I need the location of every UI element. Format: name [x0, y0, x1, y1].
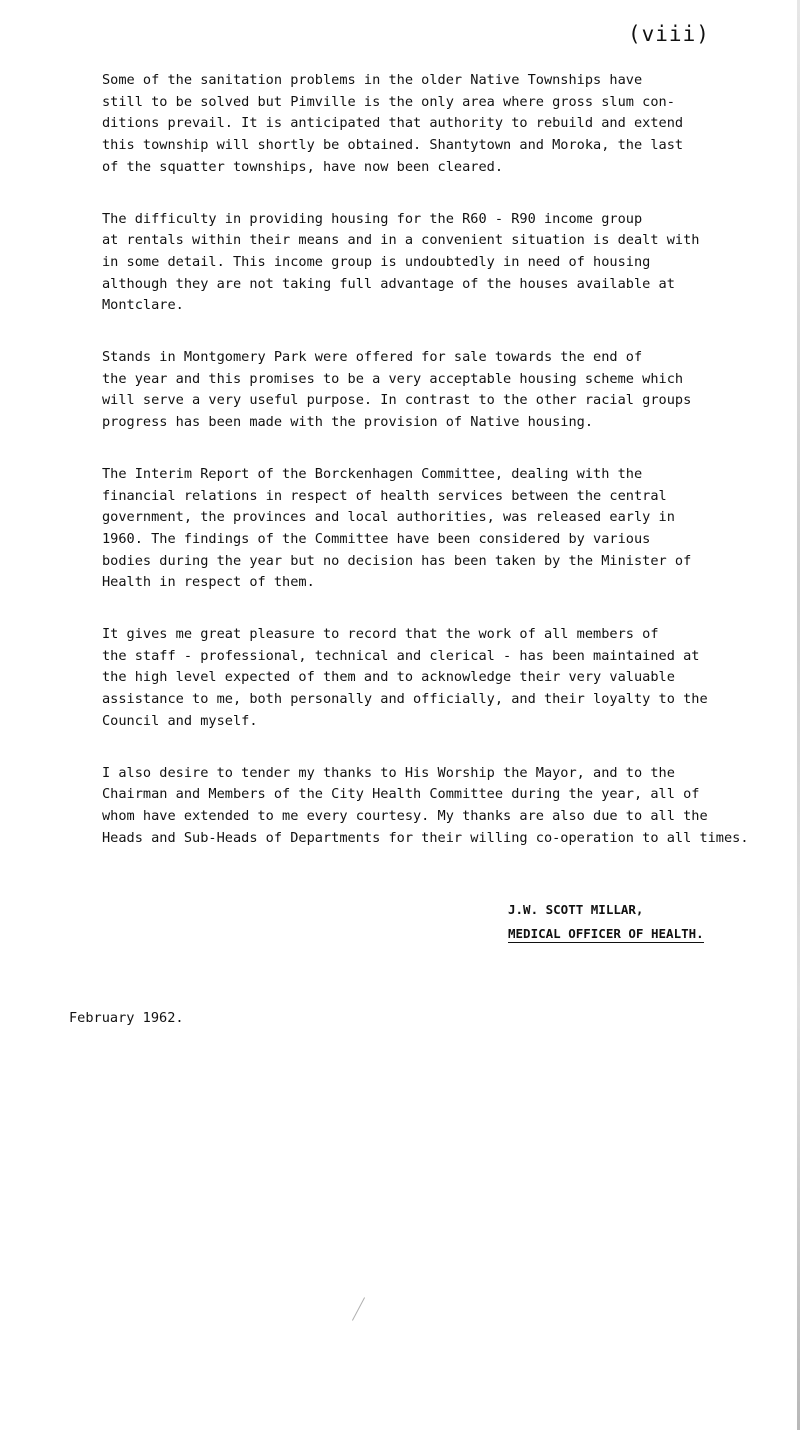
page-number: (viii)	[628, 22, 710, 46]
letter-body	[102, 70, 800, 879]
paragraph-staff-thanks: It gives me great pleasure to record that the work of all members of the staff - professional, technical and clerical - has been maintained at the high level expected of them and to acknowledge their very valuable assistance to me, both personally and officially, and their loyalty to the Council and myself.	[102, 626, 708, 729]
paragraph-housing-income-group: The difficulty in providing housing for the R60 - R90 income group at rentals within their means and in a convenient situation is dealt with in some detail. This income group is undoubtedly in need of housing although they are not taking full advantage of the houses available at Montclare.	[102, 210, 700, 314]
paragraph-mayor-thanks: I also desire to tender my thanks to His Worship the Mayor, and to the Chairman and Members of the City Health Committee during the year, all of whom have extended to me every courtesy. My thanks are also due to all the Heads and Sub-Heads of Departments for their willing co-operation to all times.	[102, 764, 749, 846]
signatory-title: MEDICAL OFFICER OF HEALTH.	[508, 926, 704, 941]
paragraph-interim-report: The Interim Report of the Borckenhagen Committee, dealing with the financial relations in respect of health services between the central government, the provinces and local authorities, was released early in 1960. The findings of the Committee have been considered by various bodies during the year but no decision has been taken by the Minister of Health in respect of them.	[102, 465, 692, 591]
signatory-name: J.W. SCOTT MILLAR,	[508, 902, 644, 917]
paragraph-montgomery-park: Stands in Montgomery Park were offered for sale towards the end of the year and this promises to be a very acceptable housing scheme which will serve a very useful purpose. In contrast to the other racial groups progress has been made with the provision of Native housing.	[102, 349, 692, 431]
paragraph-sanitation: Some of the sanitation problems in the older Native Townships have still to be solved but Pimville is the only area where gross slum con- ditions prevail. It is anticipated that authority to rebuild and extend this township will shortly be obtained. Shantytown and Moroka, the last of the squatter townships, have now been cleared.	[102, 72, 684, 175]
document-date: February 1962.	[69, 1010, 184, 1026]
signature-block	[508, 898, 704, 946]
stray-pen-mark	[352, 1297, 365, 1320]
